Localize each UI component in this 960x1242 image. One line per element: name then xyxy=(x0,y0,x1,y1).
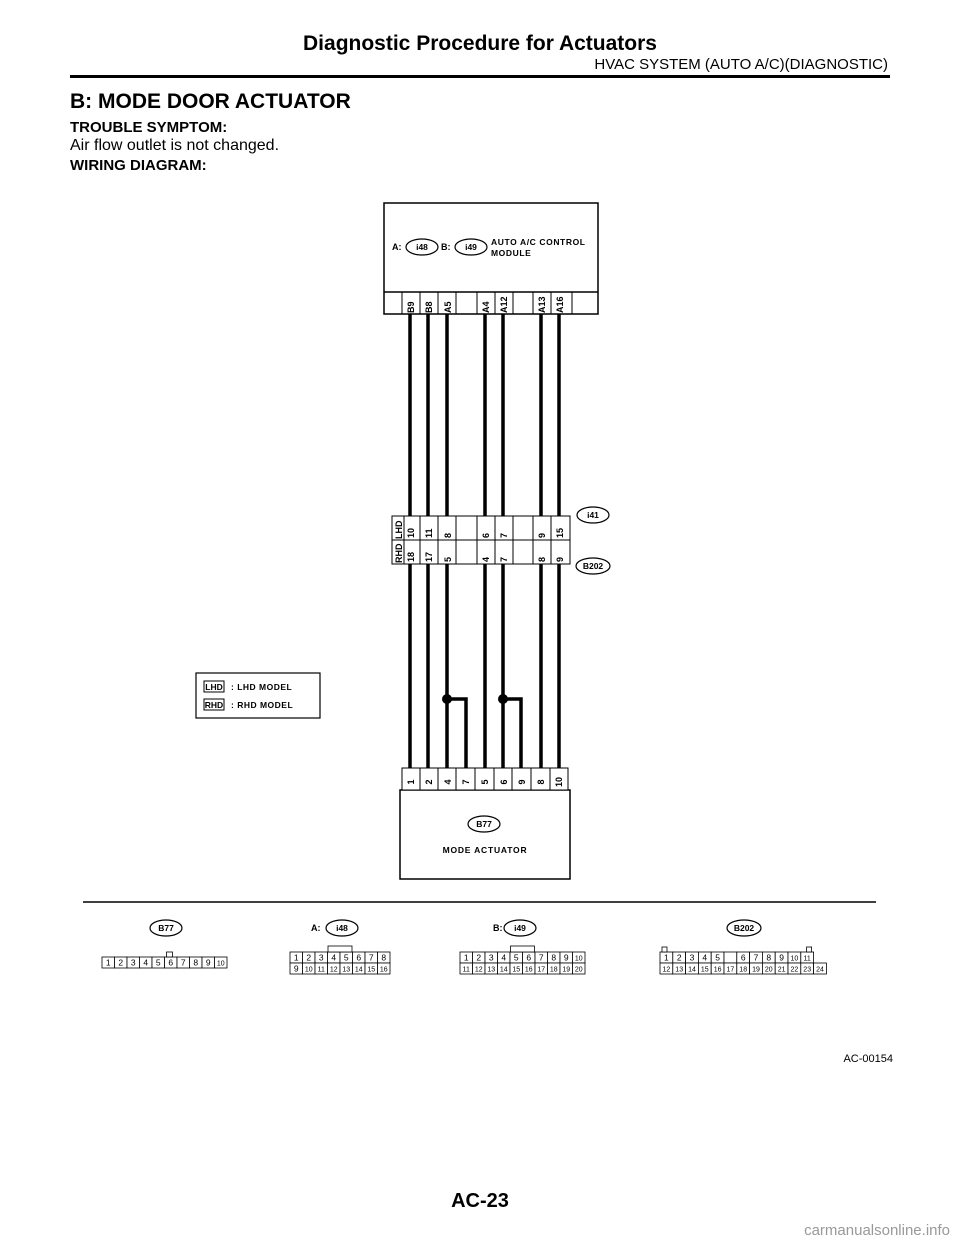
connector-pin-number: 10 xyxy=(304,966,313,974)
connector-pin-number: 11 xyxy=(317,966,325,974)
connector-pin-number: 5 xyxy=(343,952,349,963)
module-connector-b: i49 xyxy=(465,242,477,252)
joint-pin-lhd: 9 xyxy=(537,532,547,538)
connector-pin-number: 12 xyxy=(662,966,671,974)
connector-latch xyxy=(167,952,173,957)
module-pin-label: A13 xyxy=(537,296,547,313)
module-pin-label: A5 xyxy=(443,301,453,313)
connector-pin-number: 16 xyxy=(713,966,722,974)
connector-pin-number: 15 xyxy=(367,966,376,974)
legend-rhd-text: : RHD MODEL xyxy=(231,700,294,710)
connector-pin-number: 8 xyxy=(551,952,557,963)
connector-pin-number: 3 xyxy=(318,952,324,963)
connector-pin-number: 19 xyxy=(752,966,760,974)
connector-pin-number: 4 xyxy=(143,957,149,968)
connector-pin-number: 24 xyxy=(816,966,824,974)
legend-lhd-tag: LHD xyxy=(205,682,223,692)
connector-pin-number: 15 xyxy=(512,966,521,974)
connector-pin-number: 9 xyxy=(779,952,784,963)
connector-pin-number: 3 xyxy=(488,952,494,963)
connector-pin-number: 6 xyxy=(526,952,532,963)
connector-pin-number: 6 xyxy=(356,952,362,963)
connector-latch xyxy=(328,946,352,952)
connector-pin-number: 12 xyxy=(329,966,338,974)
connector-pin-number: 1 xyxy=(664,952,669,963)
connector-pin-number: 10 xyxy=(216,960,225,968)
connector-view-prefix: B: xyxy=(493,923,503,933)
control-module xyxy=(384,203,598,314)
page-title: Diagnostic Procedure for Actuators xyxy=(303,32,657,55)
joint-pin-rhd: 4 xyxy=(481,556,491,562)
connector-latch xyxy=(511,946,535,952)
connector-pin-number: 14 xyxy=(499,966,508,974)
joint-pin-rhd: 18 xyxy=(406,551,416,562)
actuator-pin-label: 2 xyxy=(424,779,434,785)
splice-dot xyxy=(442,694,452,704)
connector-pin-number: 21 xyxy=(777,966,786,974)
mode-actuator xyxy=(400,768,570,879)
actuator-name: MODE ACTUATOR xyxy=(442,845,528,855)
connector-pin-number: 18 xyxy=(549,966,558,974)
splice-dot xyxy=(498,694,508,704)
module-pin-label: A12 xyxy=(499,296,509,313)
actuator-pin-label: 5 xyxy=(480,779,490,785)
page-number: AC-23 xyxy=(451,1190,509,1212)
connector-pin-number: 6 xyxy=(740,952,746,963)
legend-lhd-text: : LHD MODEL xyxy=(231,682,293,692)
connector-view-id: B202 xyxy=(733,923,755,933)
module-prefix-a: A: xyxy=(392,242,402,252)
trouble-symptom-label: TROUBLE SYMPTOM: xyxy=(70,119,228,136)
module-connector-a: i48 xyxy=(416,242,428,252)
connector-cavity xyxy=(724,952,737,963)
rhd-row-label: RHD xyxy=(394,543,404,563)
connector-latch xyxy=(662,947,667,952)
connector-view-prefix: A: xyxy=(311,923,321,933)
connector-pin-number: 19 xyxy=(562,966,571,974)
connector-view-id: i48 xyxy=(336,923,348,933)
connector-pin-number: 15 xyxy=(700,966,709,974)
joint-pin-lhd: 10 xyxy=(406,527,416,538)
trouble-symptom-text: Air flow outlet is not changed. xyxy=(70,137,280,154)
module-prefix-b: B: xyxy=(441,242,451,252)
connector-pin-number: 4 xyxy=(501,952,507,963)
joint-connector xyxy=(392,507,610,574)
module-pin-label: A4 xyxy=(481,301,491,313)
connector-pin-number: 7 xyxy=(180,957,186,968)
connector-pin-number: 8 xyxy=(766,952,772,963)
lhd-row-label: LHD xyxy=(394,520,404,539)
connector-pin-number: 5 xyxy=(513,952,519,963)
joint-connector-bottom: B202 xyxy=(582,561,604,571)
connector-pin-number: 3 xyxy=(689,952,695,963)
connector-pin-number: 13 xyxy=(675,966,684,974)
actuator-pin-label: 1 xyxy=(406,779,416,785)
connector-pin-number: 22 xyxy=(790,966,799,974)
watermark: carmanualsonline.info xyxy=(804,1222,950,1239)
section-subtitle: HVAC SYSTEM (AUTO A/C)(DIAGNOSTIC) xyxy=(594,56,888,73)
connector-pin-number: 10 xyxy=(574,955,583,963)
module-pin-label: B9 xyxy=(406,301,416,313)
joint-pin-lhd: 11 xyxy=(424,528,434,538)
connector-pin-number: 17 xyxy=(537,966,546,974)
connector-pin-number: 2 xyxy=(118,957,124,968)
connector-pin-number: 14 xyxy=(688,966,696,974)
connector-pin-number: 20 xyxy=(574,966,583,974)
joint-pin-rhd: 8 xyxy=(537,556,547,562)
joint-pin-lhd: 6 xyxy=(481,532,491,538)
connector-pin-number: 4 xyxy=(702,952,708,963)
connector-pin-number: 8 xyxy=(381,952,387,963)
connector-view-id: B77 xyxy=(158,923,174,933)
connector-pin-number: 9 xyxy=(205,957,211,968)
connector-pin-number: 5 xyxy=(155,957,161,968)
wiring-diagram-label: WIRING DIAGRAM: xyxy=(70,157,207,174)
connector-pin-number: 11 xyxy=(462,966,470,974)
connector-pin-number: 9 xyxy=(293,963,299,974)
connector-pin-number: 18 xyxy=(739,966,748,974)
connector-pin-number: 6 xyxy=(168,957,174,968)
joint-pin-rhd: 17 xyxy=(424,551,434,562)
connector-pin-number: 23 xyxy=(803,966,812,974)
connector-pin-number: 7 xyxy=(368,952,374,963)
actuator-connector: B77 xyxy=(476,819,492,829)
connector-views xyxy=(102,920,826,974)
connector-pin-number: 13 xyxy=(487,966,496,974)
actuator-pin-label: 7 xyxy=(461,779,471,785)
connector-pin-number: 9 xyxy=(563,952,569,963)
joint-pin-lhd: 15 xyxy=(555,527,565,538)
connector-pin-number: 2 xyxy=(676,952,682,963)
module-name-line2: MODULE xyxy=(491,248,532,258)
actuator-pin-label: 9 xyxy=(517,779,527,785)
connector-pin-number: 1 xyxy=(293,952,299,963)
joint-pin-rhd: 7 xyxy=(499,556,509,562)
connector-pin-number: 10 xyxy=(790,955,799,963)
connector-pin-number: 17 xyxy=(726,966,735,974)
connector-view-id: i49 xyxy=(514,923,526,933)
module-pin-label: A16 xyxy=(555,296,565,313)
connector-pin-number: 1 xyxy=(105,957,111,968)
connector-pin-number: 7 xyxy=(538,952,544,963)
actuator-pin-label: 4 xyxy=(443,779,453,785)
connector-pin-number: 5 xyxy=(715,952,720,963)
module-pin-label: B8 xyxy=(424,301,434,313)
connector-pin-number: 11 xyxy=(803,955,811,963)
actuator-pin-label: 6 xyxy=(499,779,509,785)
actuator-pin-label: 10 xyxy=(554,776,564,788)
connector-pin-number: 4 xyxy=(331,952,337,963)
connector-latch xyxy=(807,947,812,952)
connector-pin-number: 2 xyxy=(306,952,312,963)
legend-box xyxy=(196,673,320,718)
actuator-pin-label: 8 xyxy=(536,779,546,785)
joint-pin-rhd: 9 xyxy=(555,556,565,562)
connector-pin-number: 12 xyxy=(474,966,483,974)
joint-pin-rhd: 5 xyxy=(443,556,453,562)
joint-pin-lhd: 8 xyxy=(443,532,453,538)
connector-pin-number: 14 xyxy=(354,966,363,974)
legend-rhd-tag: RHD xyxy=(204,700,224,710)
joint-connector-top: i41 xyxy=(587,510,599,520)
module-name-line1: AUTO A/C CONTROL xyxy=(491,237,586,247)
section-heading: B: MODE DOOR ACTUATOR xyxy=(70,90,351,113)
figure-code: AC-00154 xyxy=(843,1053,893,1065)
joint-pin-lhd: 7 xyxy=(499,532,509,538)
connector-pin-number: 7 xyxy=(753,952,759,963)
connector-pin-number: 13 xyxy=(342,966,351,974)
connector-pin-number: 8 xyxy=(193,957,199,968)
connector-pin-number: 2 xyxy=(476,952,482,963)
connector-pin-number: 20 xyxy=(764,966,773,974)
connector-pin-number: 3 xyxy=(130,957,136,968)
connector-pin-number: 16 xyxy=(379,966,388,974)
connector-pin-number: 16 xyxy=(524,966,533,974)
connector-pin-number: 1 xyxy=(463,952,469,963)
